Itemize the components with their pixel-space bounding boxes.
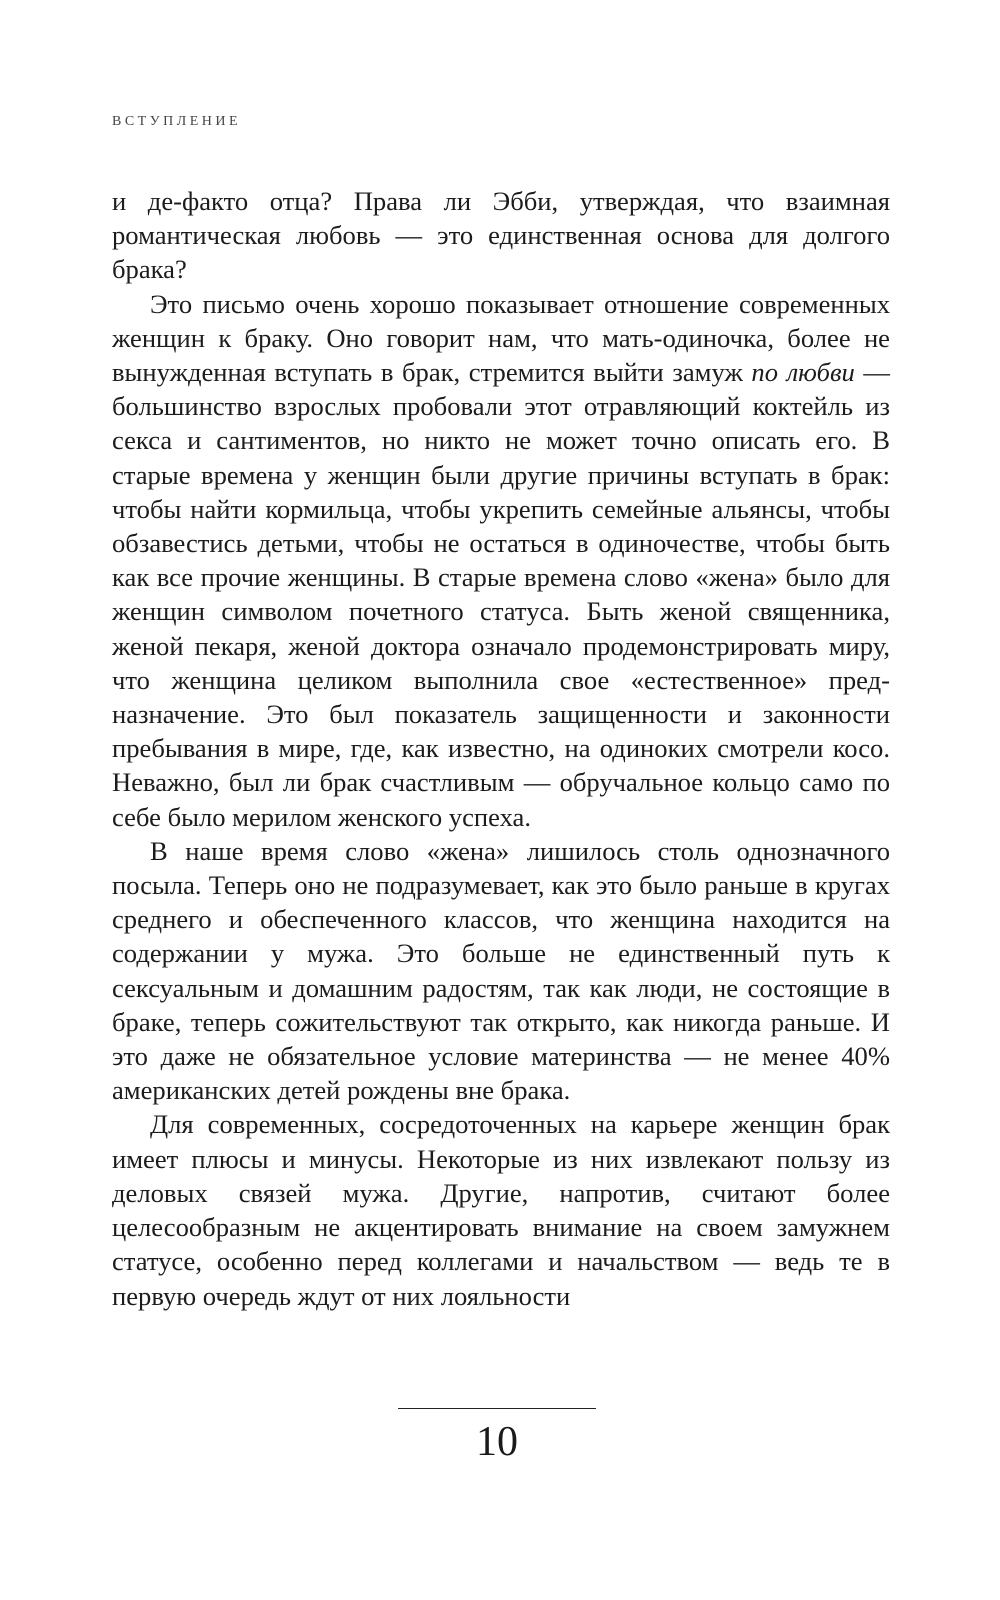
running-head: ВСТУПЛЕНИЕ <box>112 114 242 129</box>
paragraph-2-rest: — большинство взрослых пробовали этот отравляющий коктейль из секса и сантиментов, но никто не может точно описать его. В старые времена у женщин были другие причины вступать в брак: чтобы найти кормильца, чтобы укрепить семейные альянсы, чтобы обзавестись детьми, чтобы не остаться в одиночестве, чтобы быть как все прочие женщины. В старые времена слово «жена» было для женщин символом почетного статуса. Быть женой священника, женой пекаря, женой доктора означало продемонстрировать миру, что женщина целиком выполнила свое «естественное» предназначение. Это был показатель защищенности и законности пребывания в мире, где, как известно, на одиноких смотрели косо. Неважно, был ли брак счастливым — обручальное кольцо само по себе было мерилом женского успеха. <box>112 357 890 832</box>
page-number: 10 <box>476 1419 518 1465</box>
paragraph-4: Для современных, сосредоточенных на карьере женщин брак имеет плюсы и минусы. Некоторые из них извлекают пользу из деловых связей мужа. Другие, напротив, считают более целесообразным не акцентировать внимание на своем замужнем статусе, особенно перед коллегами и начальством — ведь те в первую очередь ждут от них лояльности <box>112 1109 890 1311</box>
emphasis-po-lyubvi: по любви <box>751 357 855 388</box>
paragraph-2-lead: Это письмо очень хорошо показывает отношение современных женщин к браку. Оно говорит нам, что мать-одиночка, более не вынужденная вступать в брак, стремится выйти замуж <box>112 288 890 388</box>
paragraph-2 <box>112 287 890 834</box>
page-number-rule <box>398 1408 596 1409</box>
paragraph-3: В наше время слово «жена» лишилось столь однозначного посыла. Теперь оно не подразумевает, как это было раньше в кругах среднего и обеспеченного классов, что женщина находится на содержании у мужа. Это больше не единственный путь к сексуальным и домашним радостям, так как люди, не состоящие в браке, теперь сожительствуют так открыто, как никогда раньше. И это даже не обязательное условие материнства — не менее 40% американских детей рождены вне брака. <box>112 835 890 1106</box>
paragraph-1: и де-факто отца? Права ли Эбби, утверждая, что взаимная романтическая любовь — это единственная основа для долгого брака? <box>112 186 890 285</box>
body-text <box>112 184 890 1313</box>
